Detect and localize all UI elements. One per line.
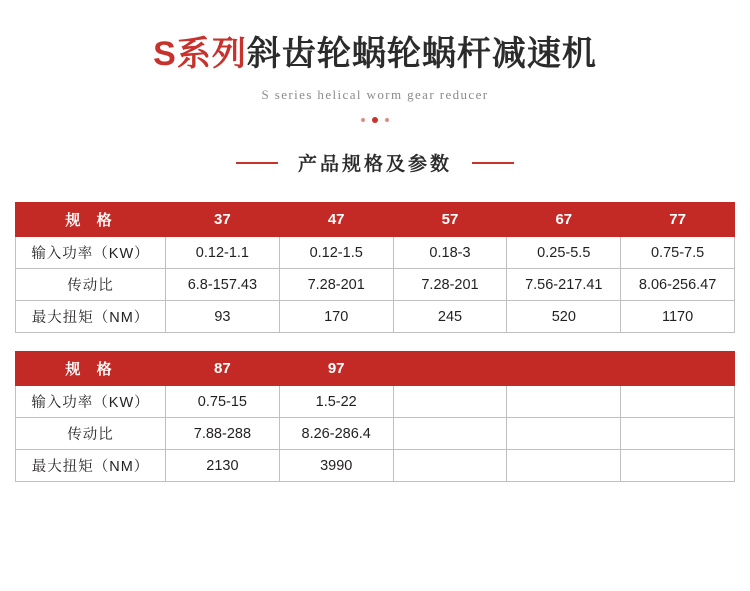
table-cell: 6.8-157.43 <box>166 269 280 301</box>
spec-table-1 <box>15 202 735 333</box>
spec-table-1-wrap <box>15 202 735 333</box>
row-label: 输入功率（KW） <box>16 237 166 269</box>
table-cell: 2130 <box>166 450 280 482</box>
table-header-cell: 57 <box>393 203 507 237</box>
title-block <box>0 0 750 103</box>
table-row <box>16 301 735 333</box>
table-cell: 520 <box>507 301 621 333</box>
table-header-cell: 规 格 <box>16 352 166 386</box>
table-header-row <box>16 352 735 386</box>
table-cell: 8.06-256.47 <box>621 269 735 301</box>
table-cell: 0.12-1.1 <box>166 237 280 269</box>
table-header-cell: 67 <box>507 203 621 237</box>
table-cell: 1.5-22 <box>279 386 393 418</box>
table-row <box>16 237 735 269</box>
dot-icon <box>372 117 378 123</box>
row-label: 输入功率（KW） <box>16 386 166 418</box>
rule-right-icon <box>472 162 514 164</box>
page-subtitle: S series helical worm gear reducer <box>261 87 489 103</box>
table-header-cell: 87 <box>166 352 280 386</box>
table-header-cell: 47 <box>279 203 393 237</box>
table-cell <box>507 418 621 450</box>
table-cell: 3990 <box>279 450 393 482</box>
table-cell: 7.28-201 <box>393 269 507 301</box>
table-cell: 7.28-201 <box>279 269 393 301</box>
table-header-cell: 规 格 <box>16 203 166 237</box>
table-header-cell <box>621 352 735 386</box>
dot-divider <box>0 117 750 123</box>
dot-icon <box>361 118 365 122</box>
table-cell <box>507 386 621 418</box>
spec-table-2-wrap <box>15 351 735 482</box>
table-header-cell <box>507 352 621 386</box>
table-cell <box>393 418 507 450</box>
section-heading-label: 产品规格及参数 <box>297 154 452 176</box>
table-header-cell: 37 <box>166 203 280 237</box>
table-cell: 170 <box>279 301 393 333</box>
table-cell <box>621 386 735 418</box>
dot-icon <box>385 118 389 122</box>
row-label: 最大扭矩（NM） <box>16 450 166 482</box>
table-cell <box>507 450 621 482</box>
page-title <box>0 36 750 73</box>
table-cell: 0.75-7.5 <box>621 237 735 269</box>
table-cell <box>393 386 507 418</box>
table-row <box>16 450 735 482</box>
table-cell: 0.25-5.5 <box>507 237 621 269</box>
table-cell: 0.12-1.5 <box>279 237 393 269</box>
table-cell: 0.75-15 <box>166 386 280 418</box>
row-label: 传动比 <box>16 269 166 301</box>
table-cell <box>393 450 507 482</box>
table-header-row <box>16 203 735 237</box>
table-header-cell <box>393 352 507 386</box>
spec-table-2 <box>15 351 735 482</box>
page-title-accent: S系列 <box>153 35 247 73</box>
table-cell <box>621 450 735 482</box>
table-cell: 1170 <box>621 301 735 333</box>
row-label: 最大扭矩（NM） <box>16 301 166 333</box>
table-header-cell: 77 <box>621 203 735 237</box>
table-header-cell: 97 <box>279 352 393 386</box>
row-label: 传动比 <box>16 418 166 450</box>
table-cell: 245 <box>393 301 507 333</box>
table-cell: 0.18-3 <box>393 237 507 269</box>
table-cell: 7.56-217.41 <box>507 269 621 301</box>
table-row <box>16 269 735 301</box>
table-cell <box>621 418 735 450</box>
table-row <box>16 386 735 418</box>
table-cell: 8.26-286.4 <box>279 418 393 450</box>
table-row <box>16 418 735 450</box>
table-cell: 7.88-288 <box>166 418 280 450</box>
table-cell: 93 <box>166 301 280 333</box>
rule-left-icon <box>236 162 278 164</box>
section-heading <box>0 149 750 176</box>
page-title-main: 斜齿轮蜗轮蜗杆减速机 <box>246 35 597 73</box>
